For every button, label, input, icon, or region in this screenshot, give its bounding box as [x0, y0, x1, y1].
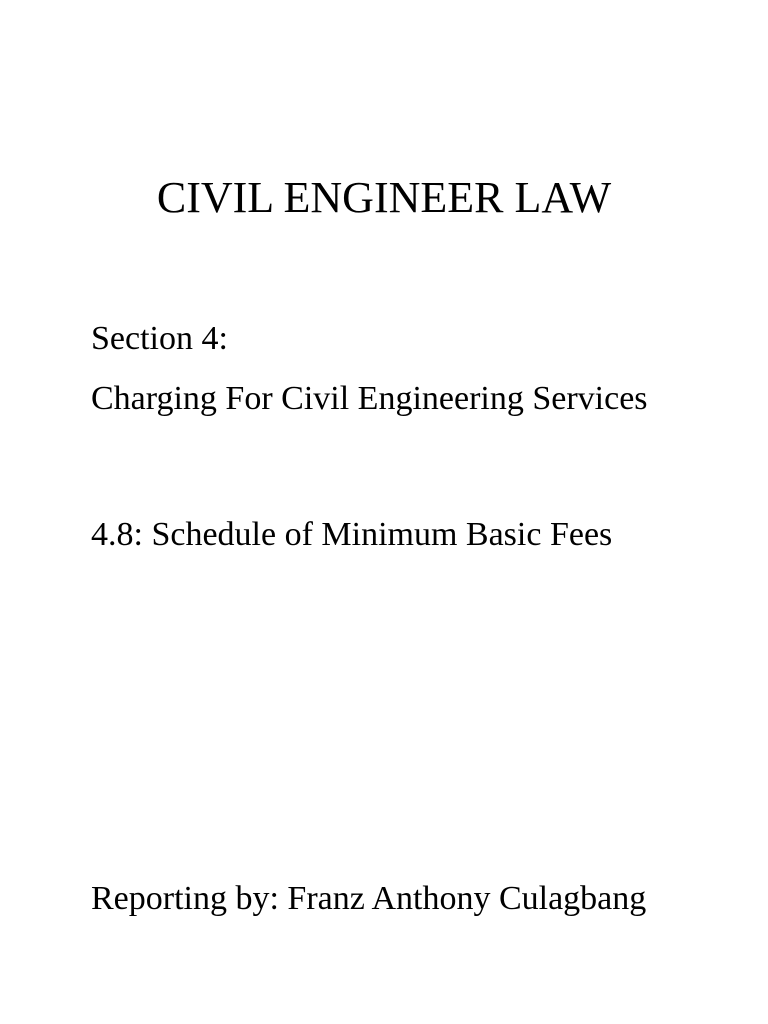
- reporter-credit: Reporting by: Franz Anthony Culagbang: [91, 880, 647, 917]
- section-number: Section 4:: [91, 320, 228, 357]
- subsection-heading: 4.8: Schedule of Minimum Basic Fees: [91, 516, 613, 553]
- section-title: Charging For Civil Engineering Services: [91, 380, 648, 417]
- document-title: CIVIL ENGINEER LAW: [156, 173, 612, 222]
